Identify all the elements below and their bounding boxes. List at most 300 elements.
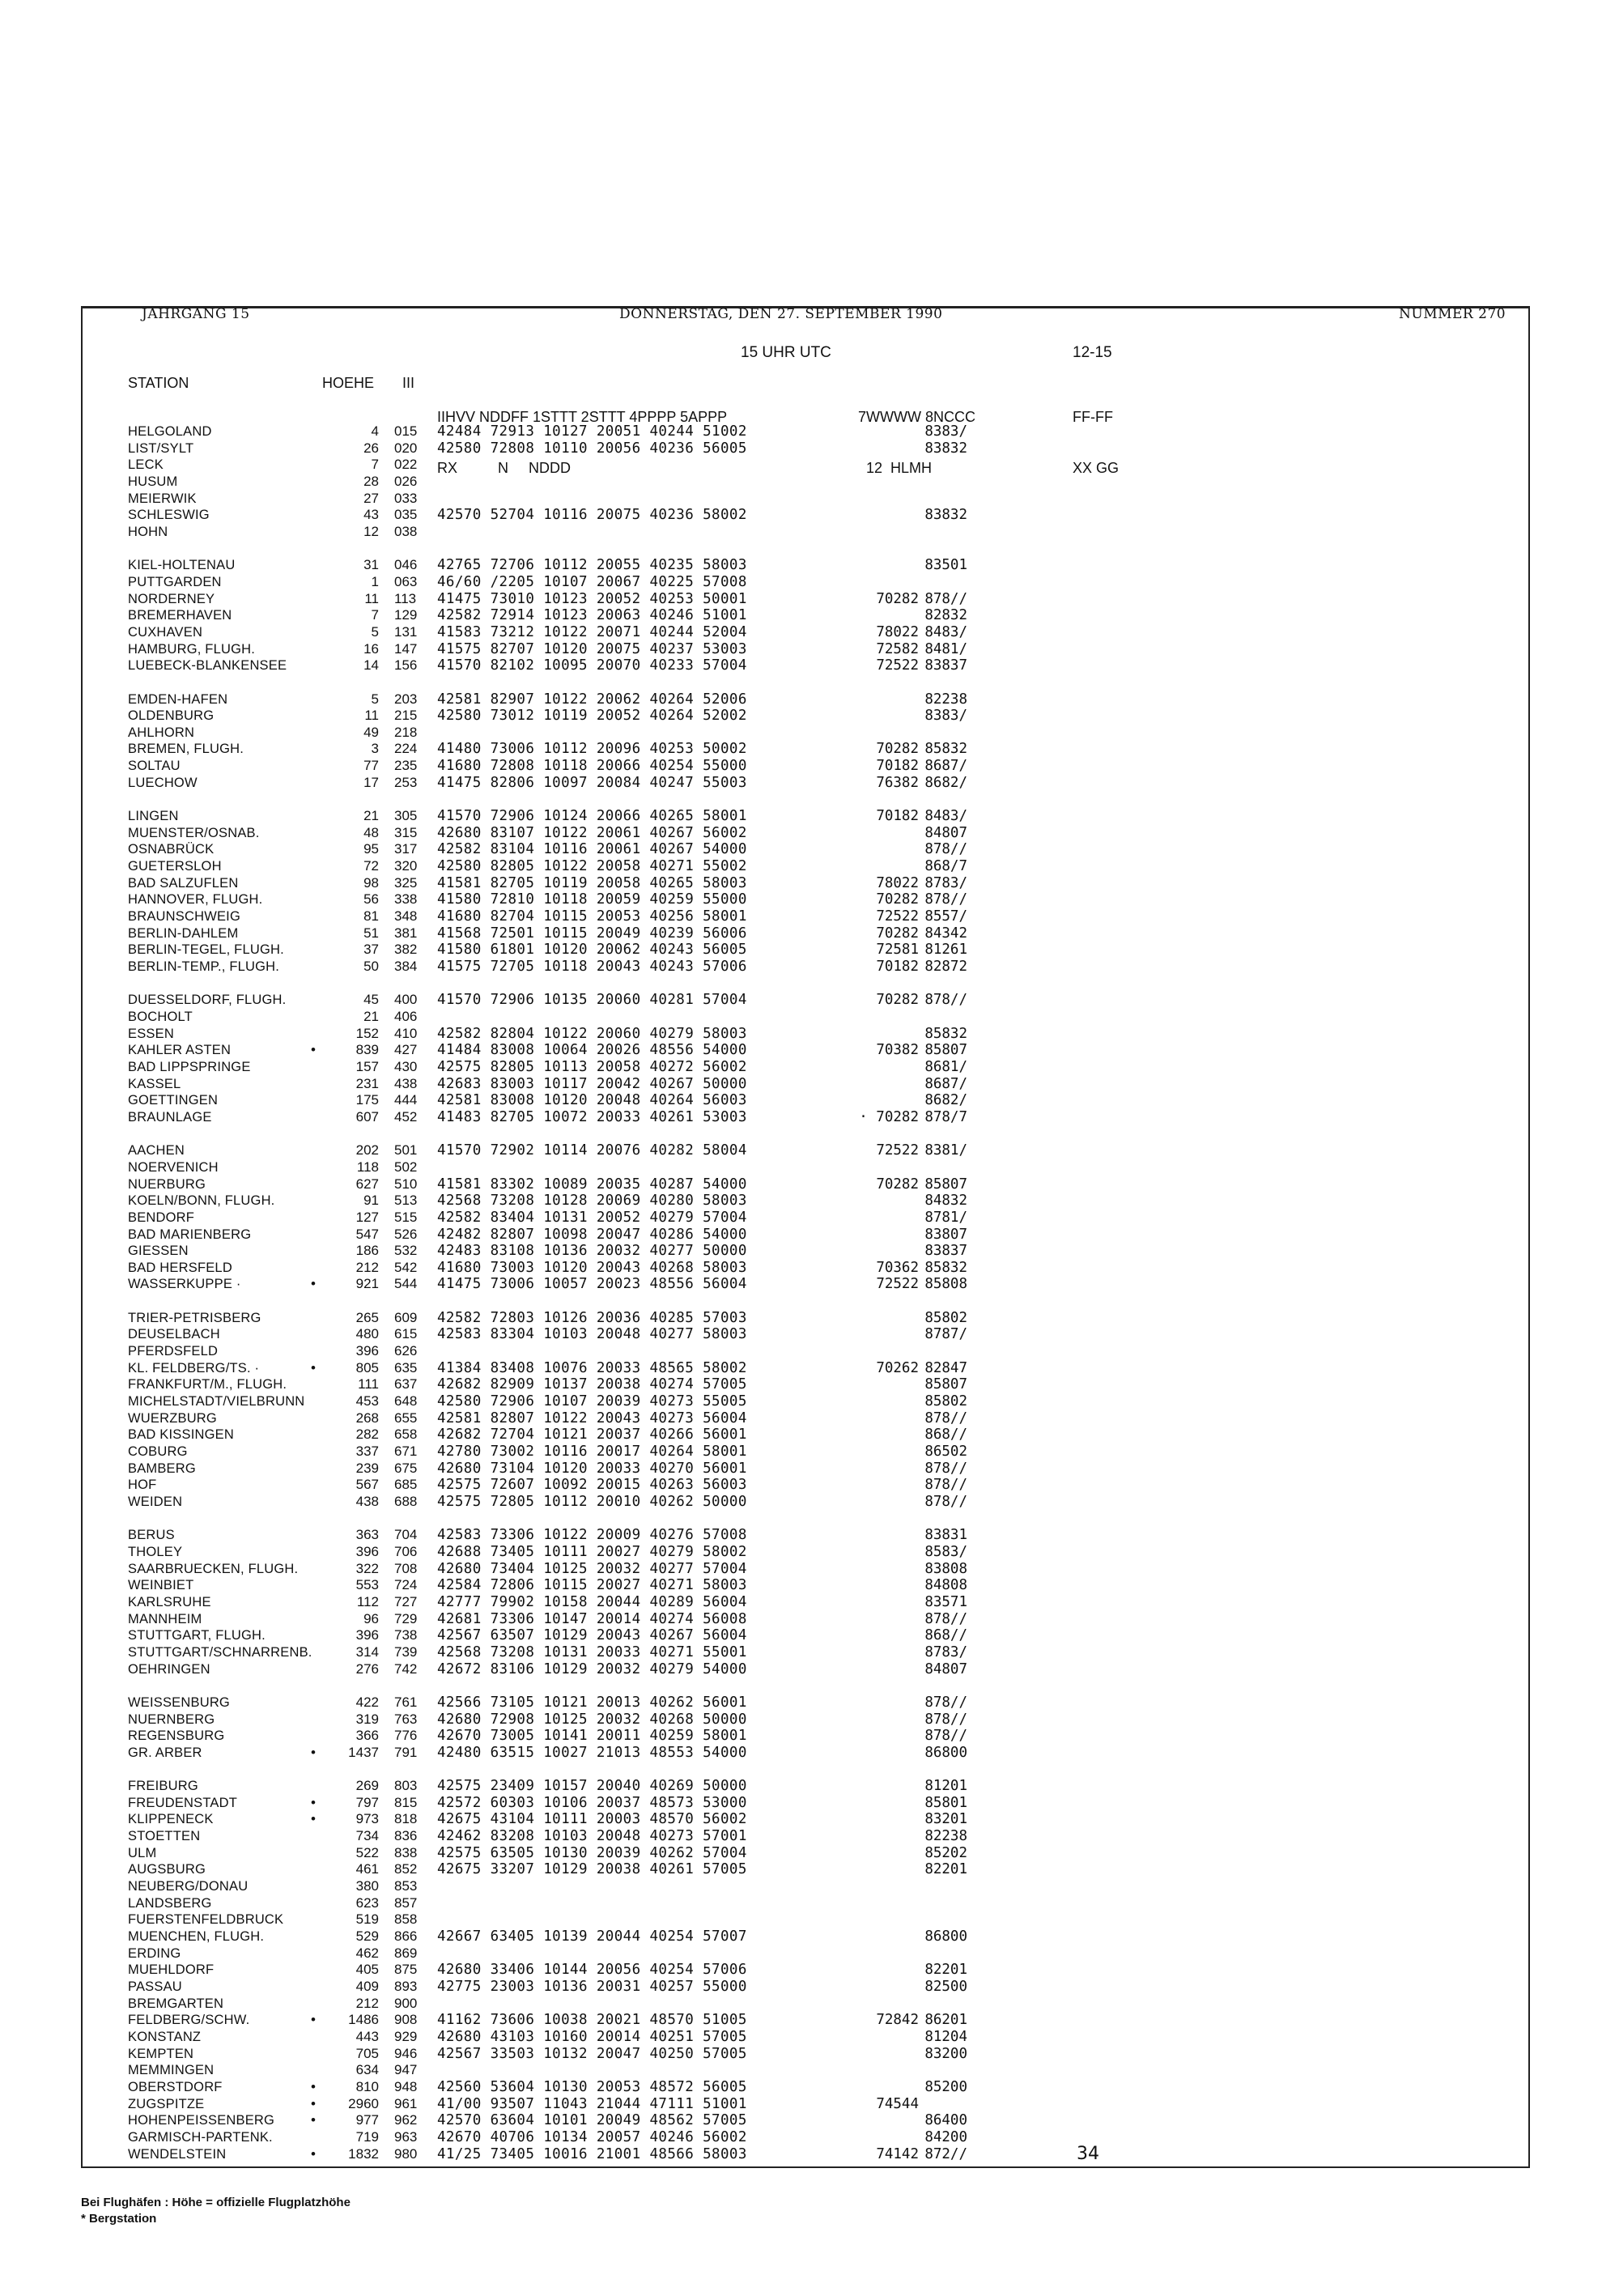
table-row bbox=[0, 2079, 1619, 2096]
synop-codes: 42584 72806 10115 20027 40271 58003 bbox=[437, 1577, 747, 1594]
station-id: 857 bbox=[394, 1894, 418, 1911]
synop-codes: 42680 43103 10160 20014 40251 57005 bbox=[437, 2029, 747, 2045]
station-height: 409 bbox=[355, 1979, 379, 1995]
station-name: KLIPPENECK bbox=[128, 1812, 214, 1827]
synop-codes: 41580 61801 10120 20062 40243 56005 bbox=[437, 942, 747, 959]
report-date: DONNERSTAG, DEN 27. SEPTEMBER 1990 bbox=[619, 306, 943, 322]
table-row bbox=[0, 1410, 1619, 1427]
table-row bbox=[0, 423, 1619, 440]
station-id: 791 bbox=[394, 1744, 418, 1760]
station-name: GR. ARBER bbox=[128, 1745, 202, 1760]
table-row bbox=[0, 1461, 1619, 1478]
weather-code: 72581 bbox=[876, 942, 919, 959]
footnote-mountain: * Bergstation bbox=[81, 2212, 157, 2226]
station-height: 363 bbox=[355, 1527, 379, 1543]
station-name: OLDENBURG bbox=[128, 708, 215, 724]
station-name: GARMISCH-PARTENK. bbox=[128, 2129, 273, 2145]
station-name: COBURG bbox=[128, 1444, 188, 1460]
station-id: 688 bbox=[394, 1494, 418, 1509]
station-height: 14 bbox=[363, 657, 379, 674]
station-name: BRAUNSCHWEIG bbox=[128, 909, 240, 925]
station-height: 81 bbox=[363, 908, 379, 925]
station-height: 186 bbox=[355, 1243, 379, 1259]
station-name: HUSUM bbox=[128, 474, 178, 489]
cloud-code: 85807 bbox=[924, 1176, 967, 1193]
station-name: BREMERHAVEN bbox=[128, 608, 232, 623]
station-height: 977 bbox=[355, 2112, 379, 2128]
cloud-code: 8483/ bbox=[924, 623, 967, 640]
cloud-code: 8583/ bbox=[924, 1543, 967, 1560]
station-id: 962 bbox=[394, 2112, 418, 2128]
cloud-code: 8557/ bbox=[924, 908, 967, 925]
station-height: 634 bbox=[355, 2062, 379, 2078]
station-id: 866 bbox=[394, 1928, 418, 1945]
table-row bbox=[0, 641, 1619, 658]
synop-codes: 42675 33207 10129 20038 40261 57005 bbox=[437, 1861, 747, 1878]
table-row bbox=[0, 657, 1619, 674]
synop-codes: 42680 72908 10125 20032 40268 50000 bbox=[437, 1711, 747, 1728]
table-row bbox=[0, 1142, 1619, 1159]
cloud-code: 83571 bbox=[924, 1593, 967, 1610]
synop-codes: 41480 73006 10112 20096 40253 50002 bbox=[437, 741, 747, 758]
synop-codes: 42667 63405 10139 20044 40254 57007 bbox=[437, 1928, 747, 1945]
table-row bbox=[0, 574, 1619, 591]
cloud-code: 82201 bbox=[924, 1962, 967, 1979]
station-height: 212 bbox=[355, 1995, 379, 2011]
synop-codes: 41/25 73405 10016 21001 48566 58003 bbox=[437, 2145, 747, 2162]
cloud-code: 878// bbox=[924, 1494, 967, 1510]
synop-codes: 42680 33406 10144 20056 40254 57006 bbox=[437, 1962, 747, 1979]
table-row bbox=[0, 691, 1619, 708]
weather-code: 72522 bbox=[876, 657, 919, 674]
table-row bbox=[0, 1728, 1619, 1745]
table-row bbox=[0, 942, 1619, 959]
station-id: 532 bbox=[394, 1243, 418, 1259]
station-id: 671 bbox=[394, 1444, 418, 1460]
station-name: SAARBRUECKEN, FLUGH. bbox=[128, 1561, 299, 1576]
station-id: 724 bbox=[394, 1577, 418, 1593]
station-name: KIEL-HOLTENAU bbox=[128, 558, 236, 573]
cloud-code: 83837 bbox=[924, 1243, 967, 1260]
table-row bbox=[0, 1227, 1619, 1244]
station-name: ERDING bbox=[128, 1945, 181, 1961]
synop-codes: 41475 73010 10123 20052 40253 50001 bbox=[437, 590, 747, 607]
synop-codes: 42580 72906 10107 20039 40273 55005 bbox=[437, 1393, 747, 1410]
station-id: 836 bbox=[394, 1828, 418, 1844]
cloud-code: 81201 bbox=[924, 1778, 967, 1795]
station-name: NUERNBERG bbox=[128, 1711, 215, 1727]
station-height: 734 bbox=[355, 1828, 379, 1844]
station-id: 655 bbox=[394, 1409, 418, 1426]
station-id: 218 bbox=[394, 724, 418, 740]
table-row bbox=[0, 1694, 1619, 1711]
station-id: 026 bbox=[394, 473, 418, 489]
station-height: 50 bbox=[363, 959, 379, 974]
station-height: 98 bbox=[363, 874, 379, 891]
station-height: 5 bbox=[371, 691, 379, 707]
cloud-code: 868// bbox=[924, 1426, 967, 1444]
cloud-code: 8681/ bbox=[924, 1058, 967, 1075]
table-row bbox=[0, 1861, 1619, 1878]
station-name: NUERBURG bbox=[128, 1176, 206, 1192]
station-id: 708 bbox=[394, 1560, 418, 1576]
station-id: 035 bbox=[394, 507, 418, 523]
cloud-code: 8687/ bbox=[924, 1075, 967, 1092]
station-name: NOERVENICH bbox=[128, 1159, 219, 1175]
station-height: 461 bbox=[355, 1861, 379, 1877]
table-row bbox=[0, 1276, 1619, 1293]
table-row bbox=[0, 1544, 1619, 1561]
mountain-marker: • bbox=[311, 1794, 316, 1810]
station-name: WUERZBURG bbox=[128, 1410, 217, 1426]
cloud-code: 8383/ bbox=[924, 423, 967, 440]
station-height: 607 bbox=[355, 1108, 379, 1125]
station-name: BAMBERG bbox=[128, 1461, 196, 1476]
table-row bbox=[0, 1076, 1619, 1093]
station-height: 797 bbox=[355, 1794, 379, 1810]
synop-codes: 42580 72808 10110 20056 40236 56005 bbox=[437, 440, 747, 457]
station-name: BAD MARIENBERG bbox=[128, 1227, 252, 1242]
table-row bbox=[0, 758, 1619, 775]
cloud-code: 86800 bbox=[924, 1928, 967, 1945]
cloud-code: 82872 bbox=[924, 959, 967, 975]
synop-codes: 42780 73002 10116 20017 40264 58001 bbox=[437, 1444, 747, 1461]
cloud-code: 8787/ bbox=[924, 1326, 967, 1343]
station-height: 175 bbox=[355, 1092, 379, 1108]
station-height: 805 bbox=[355, 1359, 379, 1375]
col-ff-line1: FF-FF bbox=[1073, 409, 1113, 425]
synop-codes: 42581 83008 10120 20048 40264 56003 bbox=[437, 1092, 747, 1109]
synop-codes: 41384 83408 10076 20033 48565 58002 bbox=[437, 1359, 747, 1376]
table-row bbox=[0, 1745, 1619, 1762]
station-height: 1832 bbox=[348, 2145, 379, 2162]
weather-code: 70182 bbox=[876, 758, 919, 775]
station-height: 27 bbox=[363, 490, 379, 506]
station-height: 95 bbox=[363, 841, 379, 857]
weather-code: 70282 bbox=[876, 590, 919, 607]
synop-codes: 42675 43104 10111 20003 48570 56002 bbox=[437, 1811, 747, 1828]
table-row bbox=[0, 825, 1619, 842]
utc-time-label: 15 UHR UTC bbox=[741, 344, 831, 361]
table-row bbox=[0, 1109, 1619, 1126]
station-id: 046 bbox=[394, 557, 418, 573]
table-row bbox=[0, 624, 1619, 641]
station-name: MEMMINGEN bbox=[128, 2063, 215, 2078]
table-row bbox=[0, 2046, 1619, 2063]
table-row bbox=[0, 1778, 1619, 1795]
station-height: 26 bbox=[363, 440, 379, 456]
station-height: 239 bbox=[355, 1460, 379, 1476]
station-id: 763 bbox=[394, 1711, 418, 1727]
station-name: BREMGARTEN bbox=[128, 1996, 224, 2011]
station-id: 156 bbox=[394, 657, 418, 674]
table-row bbox=[0, 1811, 1619, 1828]
station-id: 948 bbox=[394, 2078, 418, 2094]
cloud-code: 82847 bbox=[924, 1359, 967, 1376]
synop-codes: 42572 60303 10106 20037 48573 53000 bbox=[437, 1794, 747, 1811]
cloud-code: 8783/ bbox=[924, 1643, 967, 1660]
station-name: NORDERNEY bbox=[128, 591, 215, 606]
station-height: 49 bbox=[363, 724, 379, 740]
station-name: FUERSTENFELDBRUCK bbox=[128, 1912, 284, 1928]
cloud-code: 868/7 bbox=[924, 858, 967, 875]
station-id: 875 bbox=[394, 1962, 418, 1978]
station-id: 020 bbox=[394, 440, 418, 456]
synop-codes: 42570 52704 10116 20075 40236 58002 bbox=[437, 507, 747, 524]
table-row bbox=[0, 1911, 1619, 1928]
table-row bbox=[0, 1928, 1619, 1945]
mountain-marker: • bbox=[311, 2012, 316, 2028]
station-name: KASSEL bbox=[128, 1076, 181, 1091]
weather-code: 78022 bbox=[876, 623, 919, 640]
station-height: 567 bbox=[355, 1477, 379, 1493]
station-id: 893 bbox=[394, 1979, 418, 1995]
synop-codes: 42777 79902 10158 20044 40289 56004 bbox=[437, 1593, 747, 1610]
table-row bbox=[0, 1627, 1619, 1644]
synop-codes: 42575 82805 10113 20058 40272 56002 bbox=[437, 1058, 747, 1075]
station-name: PUTTGARDEN bbox=[128, 574, 222, 589]
station-name: WEINBIET bbox=[128, 1578, 194, 1593]
table-row bbox=[0, 1426, 1619, 1444]
station-height: 56 bbox=[363, 891, 379, 908]
cloud-code: 83807 bbox=[924, 1226, 967, 1243]
cloud-code: 85807 bbox=[924, 1376, 967, 1393]
station-id: 980 bbox=[394, 2145, 418, 2162]
cloud-code: 83808 bbox=[924, 1560, 967, 1577]
cloud-code: 8682/ bbox=[924, 1092, 967, 1109]
station-height: 37 bbox=[363, 942, 379, 958]
station-id: 320 bbox=[394, 858, 418, 874]
station-name: BERLIN-DAHLEM bbox=[128, 925, 239, 941]
table-row bbox=[0, 1878, 1619, 1895]
table-row bbox=[0, 1042, 1619, 1059]
table-row bbox=[0, 1945, 1619, 1962]
station-height: 380 bbox=[355, 1878, 379, 1894]
station-height: 480 bbox=[355, 1326, 379, 1342]
station-name: LIST/SYLT bbox=[128, 440, 194, 456]
synop-codes: 41/00 93507 11043 21044 47111 51001 bbox=[437, 2095, 747, 2112]
station-id: 410 bbox=[394, 1025, 418, 1041]
station-name: FREIBURG bbox=[128, 1779, 198, 1794]
station-id: 033 bbox=[394, 490, 418, 506]
station-height: 522 bbox=[355, 1844, 379, 1860]
table-row bbox=[0, 2129, 1619, 2146]
synop-codes: 42483 83108 10136 20032 40277 50000 bbox=[437, 1243, 747, 1260]
col-codes-line1: IIHVV NDDFF 1STTT 2STTT 4PPPP 5APPP bbox=[437, 409, 728, 425]
station-height: 1437 bbox=[348, 1744, 379, 1760]
mountain-marker: • bbox=[311, 2145, 316, 2162]
mountain-marker: • bbox=[311, 1276, 316, 1292]
station-name: LUEBECK-BLANKENSEE bbox=[128, 658, 287, 674]
synop-codes: 42560 53604 10130 20053 48572 56005 bbox=[437, 2078, 747, 2095]
station-id: 908 bbox=[394, 2012, 418, 2028]
weather-code: 70282 bbox=[876, 992, 919, 1009]
station-id: 946 bbox=[394, 2045, 418, 2061]
table-row bbox=[0, 925, 1619, 942]
station-name: BOCHOLT bbox=[128, 1009, 193, 1024]
synop-codes: 41581 83302 10089 20035 40287 54000 bbox=[437, 1176, 747, 1193]
station-name: WENDELSTEIN bbox=[128, 2146, 227, 2162]
table-row bbox=[0, 708, 1619, 725]
station-height: 12 bbox=[363, 523, 379, 539]
station-name: TRIER-PETRISBERG bbox=[128, 1310, 261, 1325]
station-id: 015 bbox=[394, 423, 418, 439]
station-id: 444 bbox=[394, 1092, 418, 1108]
station-height: 5 bbox=[371, 623, 379, 640]
station-id: 961 bbox=[394, 2095, 418, 2111]
mountain-marker: • bbox=[311, 2095, 316, 2111]
station-height: 282 bbox=[355, 1426, 379, 1443]
station-height: 31 bbox=[363, 557, 379, 573]
synop-codes: 42680 83107 10122 20061 40267 56002 bbox=[437, 824, 747, 841]
station-name: DEUSELBACH bbox=[128, 1327, 220, 1342]
table-row bbox=[0, 1260, 1619, 1277]
cloud-code: 8381/ bbox=[924, 1142, 967, 1159]
synop-codes: 42582 83104 10116 20061 40267 54000 bbox=[437, 841, 747, 858]
table-row bbox=[0, 1962, 1619, 1979]
station-id: 510 bbox=[394, 1176, 418, 1192]
table-row bbox=[0, 1444, 1619, 1461]
weather-code: 72522 bbox=[876, 1276, 919, 1293]
station-id: 131 bbox=[394, 623, 418, 640]
station-name: REGENSBURG bbox=[128, 1728, 225, 1744]
station-height: 48 bbox=[363, 824, 379, 840]
cloud-code: 85202 bbox=[924, 1844, 967, 1861]
station-id: 129 bbox=[394, 607, 418, 623]
station-id: 626 bbox=[394, 1343, 418, 1359]
table-row bbox=[0, 741, 1619, 758]
station-name: BERUS bbox=[128, 1528, 175, 1543]
table-row bbox=[0, 1594, 1619, 1611]
table-row bbox=[0, 1376, 1619, 1393]
group-spacer bbox=[0, 1293, 1619, 1310]
synop-codes: 46/60 /2205 10107 20067 40225 57008 bbox=[437, 573, 747, 590]
station-id: 317 bbox=[394, 841, 418, 857]
station-id: 900 bbox=[394, 1995, 418, 2011]
weather-code: · 70282 bbox=[859, 1108, 919, 1125]
station-name: DUESSELDORF, FLUGH. bbox=[128, 993, 287, 1008]
station-height: 21 bbox=[363, 808, 379, 824]
weather-code: 74544 bbox=[876, 2095, 919, 2112]
station-height: 118 bbox=[356, 1159, 379, 1175]
table-row bbox=[0, 1795, 1619, 1812]
station-id: 526 bbox=[394, 1226, 418, 1242]
synop-codes: 42681 73306 10147 20014 40274 56008 bbox=[437, 1610, 747, 1627]
col-wwww-line1: 7WWWW 8NCCC bbox=[858, 409, 975, 425]
station-id: 542 bbox=[394, 1259, 418, 1275]
station-height: 91 bbox=[363, 1193, 379, 1209]
table-row bbox=[0, 1895, 1619, 1912]
cloud-code: 84807 bbox=[924, 1660, 967, 1677]
synop-codes: 42683 83003 10117 20042 40267 50000 bbox=[437, 1075, 747, 1092]
station-height: 4 bbox=[371, 423, 379, 439]
cloud-code: 81261 bbox=[924, 942, 967, 959]
cloud-code: 868// bbox=[924, 1627, 967, 1644]
station-name: KOELN/BONN, FLUGH. bbox=[128, 1193, 275, 1209]
station-height: 51 bbox=[363, 925, 379, 941]
station-name: BRAUNLAGE bbox=[128, 1109, 212, 1125]
station-name: OEHRINGEN bbox=[128, 1661, 210, 1677]
station-height: 322 bbox=[355, 1560, 379, 1576]
station-name: SCHLESWIG bbox=[128, 508, 210, 523]
cloud-code: 82238 bbox=[924, 691, 967, 708]
synop-codes: 42566 73105 10121 20013 40262 56001 bbox=[437, 1694, 747, 1711]
table-row bbox=[0, 1159, 1619, 1176]
synop-codes: 42580 82805 10122 20058 40271 55002 bbox=[437, 858, 747, 875]
station-id: 400 bbox=[394, 992, 418, 1008]
cloud-code: 83832 bbox=[924, 440, 967, 457]
station-name: KONSTANZ bbox=[128, 2030, 202, 2044]
cloud-code: 878// bbox=[924, 1728, 967, 1745]
synop-codes: 42682 82909 10137 20038 40274 57005 bbox=[437, 1376, 747, 1393]
jahrgang-label: JAHRGANG 15 bbox=[142, 306, 250, 322]
station-height: 21 bbox=[363, 1008, 379, 1024]
cloud-code: 86400 bbox=[924, 2112, 967, 2129]
station-id: 253 bbox=[394, 774, 418, 790]
table-row bbox=[0, 1360, 1619, 1377]
table-row bbox=[0, 992, 1619, 1009]
station-name: ESSEN bbox=[128, 1026, 174, 1041]
table-row bbox=[0, 1243, 1619, 1260]
station-id: 852 bbox=[394, 1861, 418, 1877]
station-height: 16 bbox=[363, 640, 379, 657]
cloud-code: 8483/ bbox=[924, 808, 967, 825]
cloud-code: 83831 bbox=[924, 1527, 967, 1544]
station-name: HOHN bbox=[128, 524, 168, 539]
synop-codes: 42582 72803 10126 20036 40285 57003 bbox=[437, 1309, 747, 1326]
table-row bbox=[0, 1343, 1619, 1360]
station-height: 17 bbox=[363, 774, 379, 790]
station-name: MUEHLDORF bbox=[128, 1962, 215, 1978]
table-row bbox=[0, 1828, 1619, 1845]
station-name: STUTTGART, FLUGH. bbox=[128, 1628, 266, 1643]
station-name: AUGSBURG bbox=[128, 1862, 206, 1877]
station-name: SOLTAU bbox=[128, 759, 181, 774]
cloud-code: 878// bbox=[924, 1711, 967, 1728]
station-name: GUETERSLOH bbox=[128, 859, 222, 874]
station-id: 776 bbox=[394, 1728, 418, 1744]
station-id: 637 bbox=[394, 1376, 418, 1392]
station-name: WASSERKUPPE · bbox=[128, 1277, 241, 1292]
cloud-code: 81204 bbox=[924, 2029, 967, 2045]
station-height: 127 bbox=[355, 1209, 379, 1225]
station-id: 544 bbox=[394, 1276, 418, 1292]
synop-codes: 42480 63515 10027 21013 48553 54000 bbox=[437, 1744, 747, 1761]
weather-code: 78022 bbox=[876, 874, 919, 891]
table-row bbox=[0, 1310, 1619, 1327]
station-id: 215 bbox=[394, 708, 418, 724]
table-row bbox=[0, 2112, 1619, 2129]
synop-codes: 42688 73405 10111 20027 40279 58002 bbox=[437, 1543, 747, 1560]
station-height: 1 bbox=[371, 573, 379, 589]
station-id: 739 bbox=[394, 1643, 418, 1660]
station-height: 3 bbox=[371, 741, 379, 757]
cloud-code: 878// bbox=[924, 590, 967, 607]
table-row bbox=[0, 1026, 1619, 1043]
table-row bbox=[0, 557, 1619, 574]
mountain-marker: • bbox=[311, 1359, 316, 1375]
station-id: 742 bbox=[394, 1660, 418, 1677]
table-row bbox=[0, 1561, 1619, 1578]
station-height: 111 bbox=[358, 1376, 379, 1392]
cloud-code: 85802 bbox=[924, 1393, 967, 1410]
group-spacer bbox=[0, 791, 1619, 808]
station-id: 929 bbox=[394, 2029, 418, 2044]
station-id: 513 bbox=[394, 1193, 418, 1209]
station-height: 77 bbox=[363, 758, 379, 774]
station-height: 72 bbox=[363, 858, 379, 874]
station-name: STOETTEN bbox=[128, 1829, 201, 1844]
